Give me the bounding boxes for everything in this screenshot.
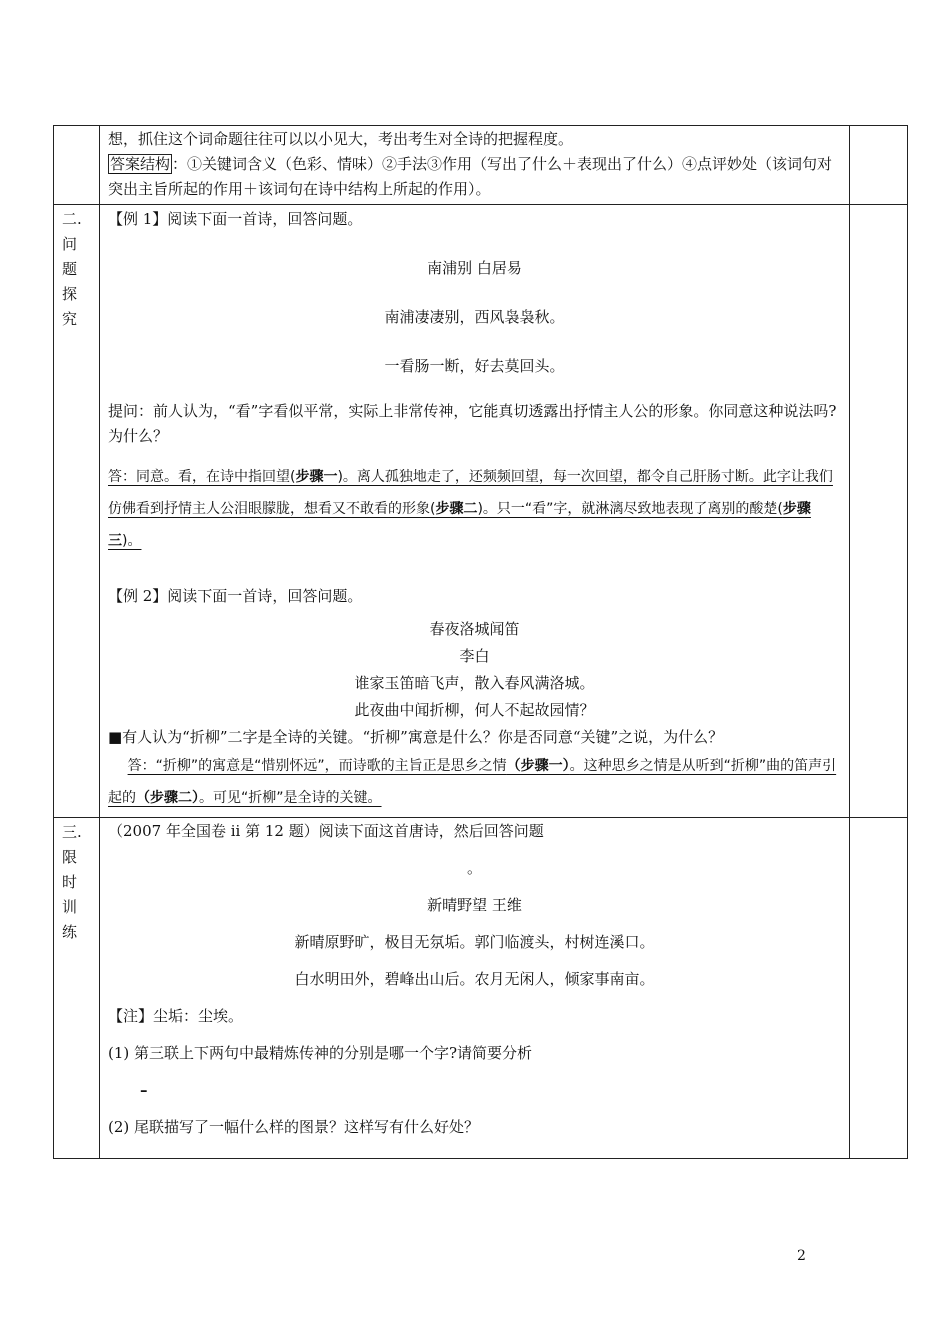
poem-3-line2: 白水明田外，碧峰出山后。农月无闲人，倾家事南亩。 — [294, 970, 655, 988]
row1-label-cell — [54, 126, 100, 205]
question-1: (1) 第三联上下两句中最精炼传神的分别是哪一个字?请简要分析 — [108, 1044, 533, 1062]
section-2-side-cell — [850, 205, 908, 818]
answer-structure-text: ：①关键词含义（色彩、情味）②手法③作用（写出了什么＋表现出了什么）④点评妙处（该词句对突出主旨所起的作用＋该词句在诗中结构上所起的作用）。 — [108, 155, 833, 198]
answer-structure — [108, 152, 841, 202]
exercise-note: 【注】尘垢：尘埃。 — [108, 1007, 244, 1025]
answer-blank: – — [140, 1081, 148, 1099]
section-3-content — [100, 818, 850, 1159]
section-2-content — [100, 205, 850, 818]
section-3-label: 三. 限 时 训 练 — [54, 818, 100, 1159]
example-1-intro: 【例 1】阅读下面一首诗，回答问题。 — [108, 210, 363, 228]
exercise-dot: 。 — [466, 859, 482, 877]
poem-2-line2: 此夜曲中闻折柳，何人不起故园情？ — [354, 701, 595, 719]
exercise-source: （2007 年全国卷 ii 第 12 题）阅读下面这首唐诗，然后回答问题 — [108, 822, 544, 840]
section-2-label: 二. 问 题 探 究 — [54, 205, 100, 818]
row1-content-cell — [100, 126, 850, 205]
poem-3-line1: 新晴原野旷，极目无氛垢。郭门临渡头，村树连溪口。 — [294, 933, 655, 951]
poem-2-title: 春夜洛城闻笛 — [429, 620, 520, 638]
table-row — [54, 126, 908, 205]
poem-2-author: 李白 — [459, 647, 490, 665]
section-3-side-cell — [850, 818, 908, 1159]
example-2-question: ■有人认为“折柳”二字是全诗的关键。“折柳”寓意是什么？你是否同意“关键”之说，为什么？ — [108, 728, 724, 746]
example-2-answer: 答：“折柳”的寓意是“惜别怀远”，而诗歌的主旨正是思乡之情（步骤一）。这种思乡之情是从听到“折柳”曲的笛声引起的（步骤二）。可见“折柳”是全诗的关键。 — [108, 758, 837, 806]
example-2-intro: 【例 2】阅读下面一首诗，回答问题。 — [108, 587, 363, 605]
lesson-table — [53, 125, 908, 1159]
table-row — [54, 205, 908, 818]
question-2: (2) 尾联描写了一幅什么样的图景？这样写有什么好处？ — [108, 1118, 480, 1136]
example-1-answer: 答：同意。看，在诗中指回望(步骤一)。离人孤独地走了，还频频回望，每一次回望，都令自己肝肠寸断。此字让我们仿佛看到抒情主人公泪眼朦胧，想看又不敢看的形象(步骤二)。只一“看”字，就淋漓尽致地表现了离别的酸楚(步骤三)。 — [108, 469, 833, 549]
poem-2-line1: 谁家玉笛暗飞声，散入春风满洛城。 — [354, 674, 595, 692]
poem-3-title: 新晴野望 王维 — [427, 896, 522, 914]
page-number: 2 — [797, 1248, 806, 1264]
example-1-question: 提问：前人认为，“看”字看似平常，实际上非常传神，它能真切透露出抒情主人公的形象。你同意这种说法吗?为什么？ — [108, 402, 837, 445]
poem-1-line1: 南浦凄凄别，西风袅袅秋。 — [384, 308, 565, 326]
answer-structure-label: 答案结构 — [110, 155, 171, 173]
poem-1-line2: 一看肠一断，好去莫回头。 — [384, 357, 565, 375]
poem-1-title: 南浦别 白居易 — [427, 259, 522, 277]
row1-side-cell — [850, 126, 908, 205]
row1-line1: 想，抓住这个词命题往往可以以小见大，考出考生对全诗的把握程度。 — [108, 130, 574, 148]
table-row — [54, 818, 908, 1159]
